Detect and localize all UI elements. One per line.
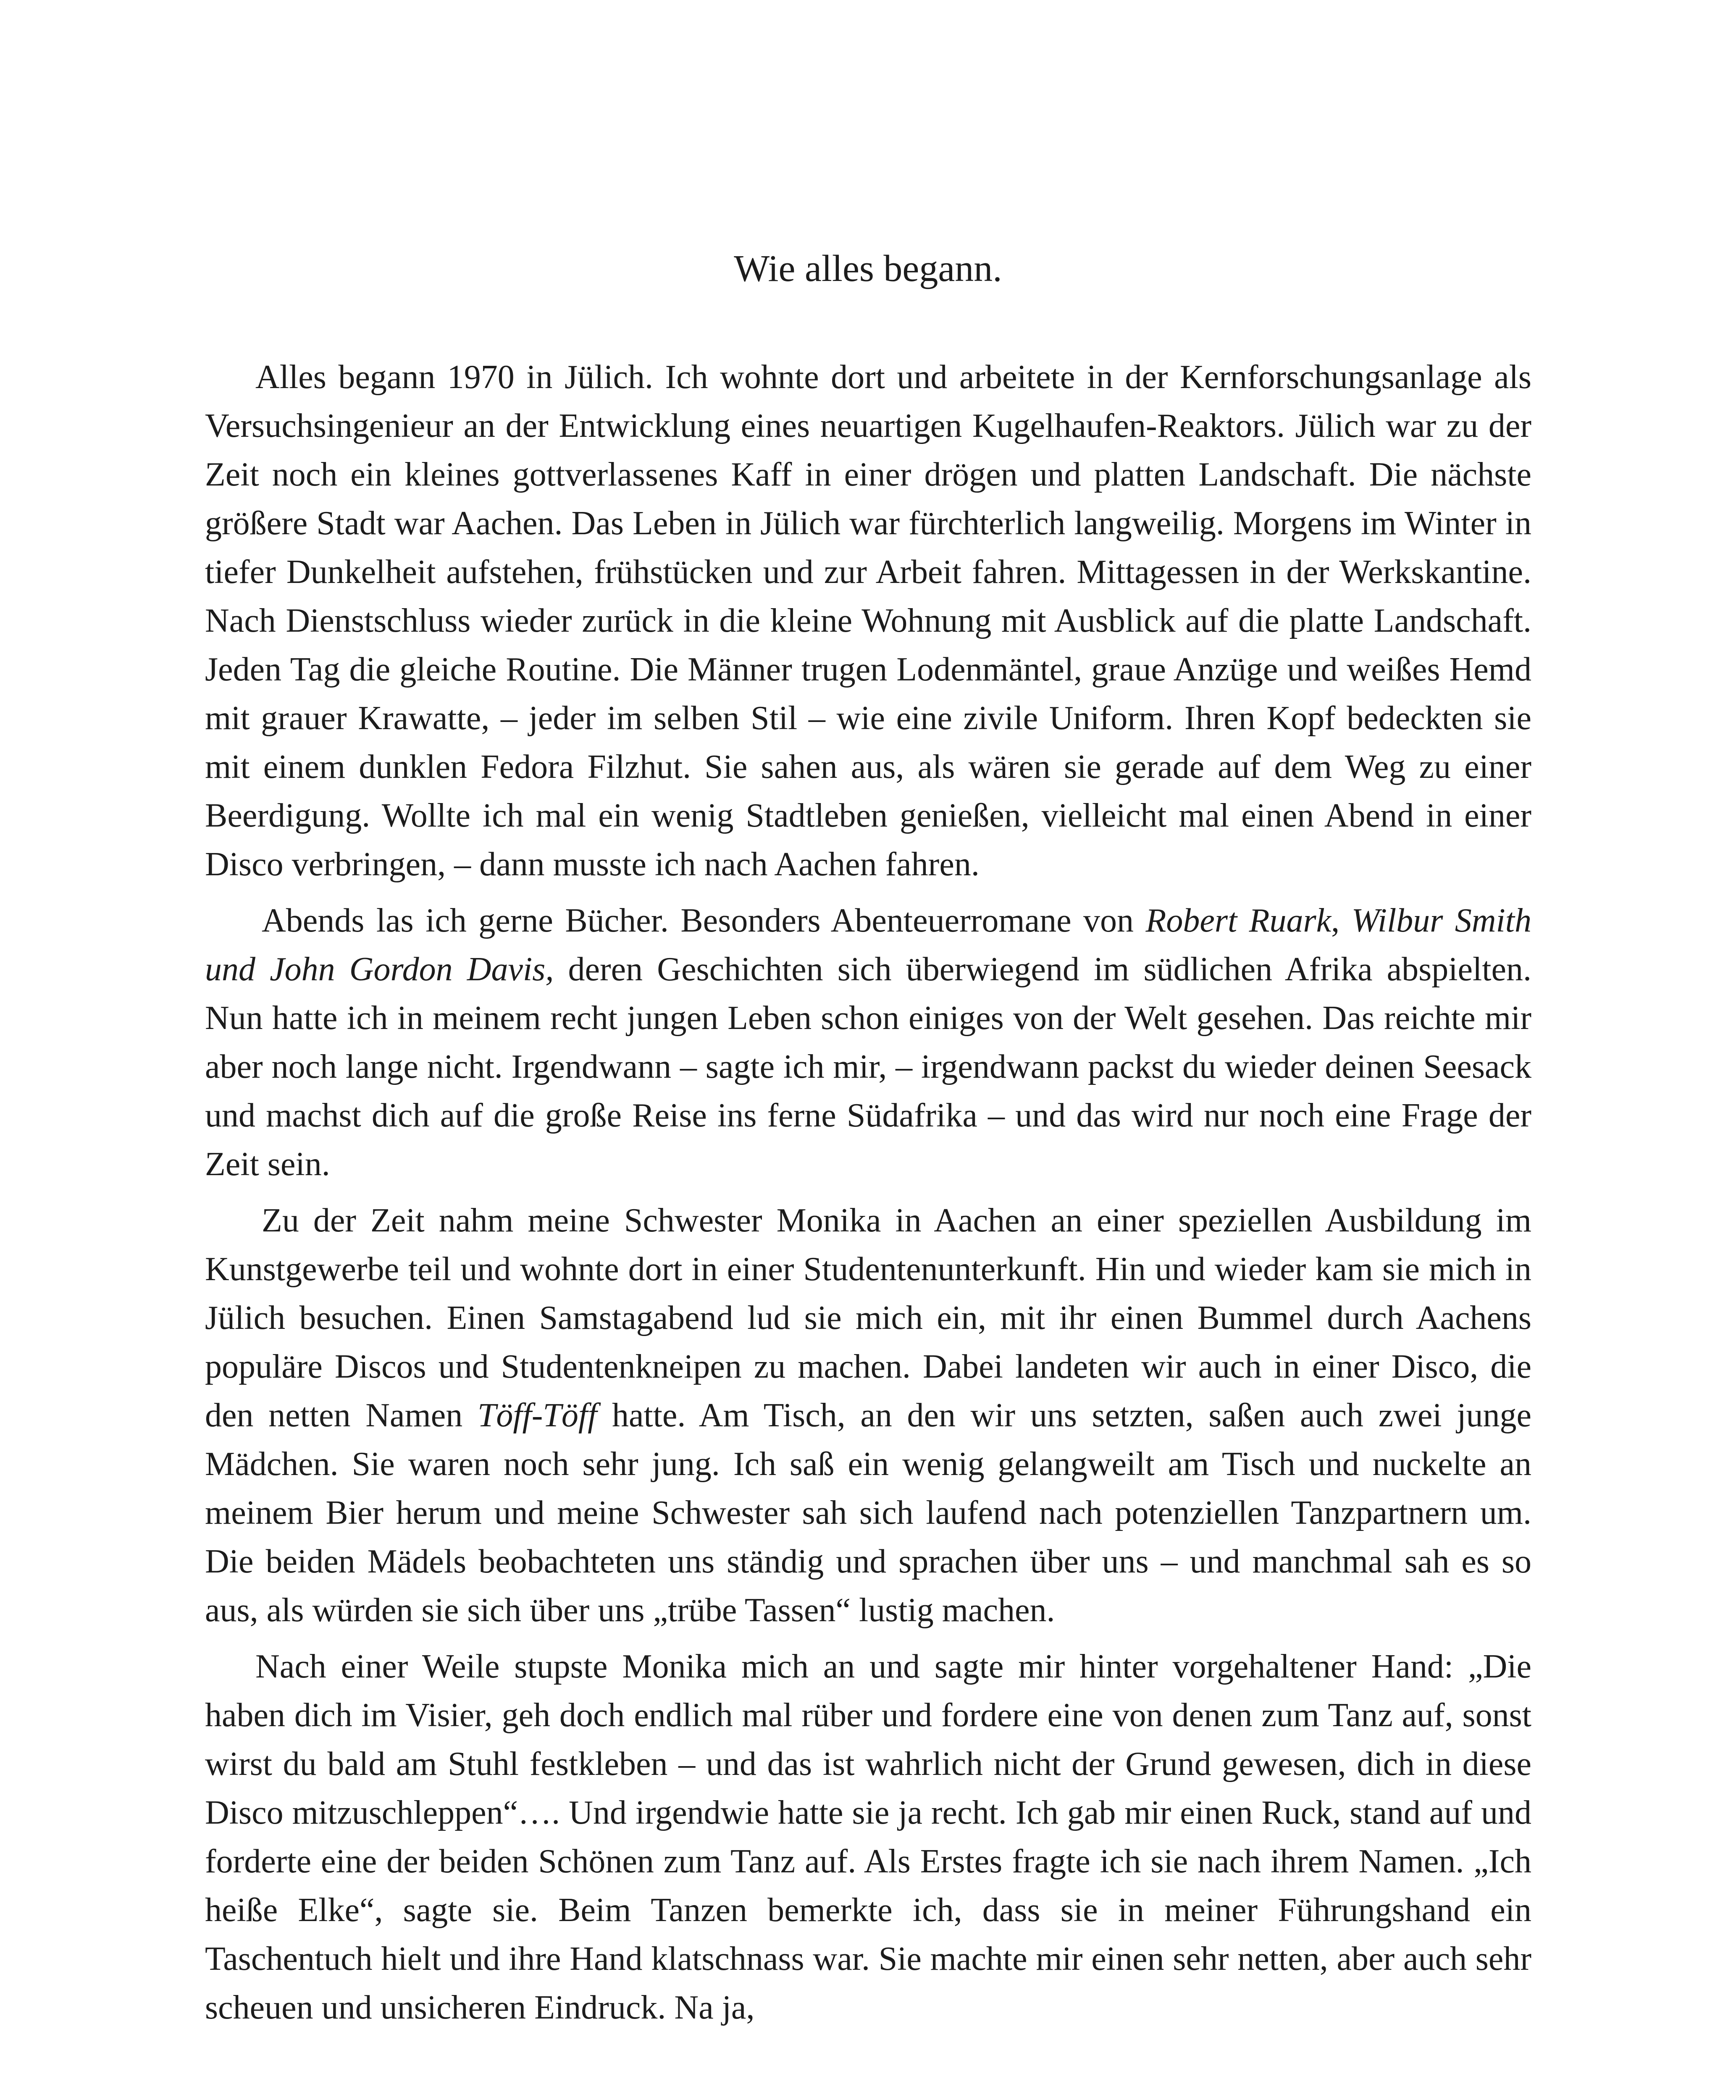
body-text xyxy=(205,353,1531,2040)
paragraph-1 xyxy=(205,353,1531,889)
paragraph-4-text: Nach einer Weile stupste Monika mich an und sagte mir hinter vorgehaltener Hand: „Die haben dich im Visier, geh doch endlich mal rüber und fordere eine von denen zum Tanz auf, sonst wirst du bald am Stuhl festkleben – und das ist wahrlich nicht der Grund gewesen, dich in diese Disco mitzuschleppen“…. Und irgendwie hatte sie ja recht. Ich gab mir einen Ruck, stand auf und forderte eine der beiden Schönen zum Tanz auf. Als Erstes fragte ich sie nach ihrem Namen. „Ich heiße Elke“, sagte sie. Beim Tanzen bemerkte ich, dass sie in meiner Führungshand ein Taschentuch hielt und ihre Hand klatschnass war. Sie machte mir einen sehr netten, aber auch sehr scheuen und unsicheren Eindruck. Na ja, xyxy=(205,1648,1531,2026)
paragraph-4 xyxy=(205,1642,1531,2032)
chapter-title: Wie alles begann. xyxy=(734,248,1002,289)
paragraph-2-text: Abends las ich gerne Bücher. Besonders Abenteuerromane von xyxy=(262,902,1146,939)
disco-name: Töff-Töff xyxy=(477,1397,597,1434)
paragraph-3-text-end: hatte. Am Tisch, an den wir uns setzten, saßen auch zwei junge Mädchen. Sie waren noch sehr jung. Ich saß ein wenig gelangweilt am Tisch und nuckelte an meinem Bier herum und meine Schwester sah sich laufend nach potenziellen Tanzpartnern um. Die beiden Mädels beobachteten uns ständig und sprachen über uns – und manchmal sah es so aus, als würden sie sich über uns „trübe Tassen“ lustig machen. xyxy=(205,1397,1532,1629)
author-name-ruark: Robert Ruark xyxy=(1145,902,1332,939)
paragraph-3 xyxy=(205,1196,1531,1635)
paragraph-2-text-end: deren Geschichten sich überwiegend im südlichen Afrika abspielten. Nun hatte ich in meinem recht jungen Leben schon einiges von der Welt gesehen. Das reichte mir aber noch lange nicht. Irgendwann – sagte ich mir, – irgendwann packst du wieder deinen Seesack und machst dich auf die große Reise ins ferne Südafrika – und das wird nur noch eine Frage der Zeit sein. xyxy=(205,951,1532,1183)
paragraph-3-text: Zu der Zeit nahm meine Schwester Monika in Aachen an einer speziellen Ausbildung im Kunstgewerbe teil und wohnte dort in einer Studentenunterkunft. Hin und wieder kam sie mich in Jülich besuchen. Einen Samstagabend lud sie mich ein, mit ihr einen Bummel durch Aachens populäre Discos und Studentenkneipen zu machen. Dabei landeten wir auch in einer Disco, die den netten Namen xyxy=(205,1202,1531,1434)
paragraph-2-comma: , xyxy=(1331,902,1352,939)
paragraph-1-text: Alles begann 1970 in Jülich. Ich wohnte dort und arbeitete in der Kernforschungsanlage als Versuchsingenieur an der Entwicklung eines neuartigen Kugelhaufen-Reaktors. Jülich war zu der Zeit noch ein kleines gottverlassenes Kaff in einer drögen und platten Landschaft. Die nächste größere Stadt war Aachen. Das Leben in Jülich war fürchterlich langweilig. Morgens im Winter in tiefer Dunkelheit aufstehen, frühstücken und zur Arbeit fahren. Mittagessen in der Werkskantine. Nach Dienstschluss wieder zurück in die kleine Wohnung mit Ausblick auf die platte Landschaft. Jeden Tag die gleiche Routine. Die Männer trugen Lodenmäntel, graue Anzüge und weißes Hemd mit grauer Krawatte, – jeder im selben Stil – wie eine zivile Uniform. Ihren Kopf bedeckten sie mit einem dunklen Fedora Filzhut. Sie sahen aus, als wären sie gerade auf dem Weg zu einer Beerdigung. Wollte ich mal ein wenig Stadtleben genießen, vielleicht mal einen Abend in einer Disco verbringen, – dann musste ich nach Aachen fahren. xyxy=(205,359,1531,883)
author-names-smith-davis: Wilbur Smith und John Gordon Davis, xyxy=(205,902,1532,988)
paragraph-2 xyxy=(205,896,1531,1189)
